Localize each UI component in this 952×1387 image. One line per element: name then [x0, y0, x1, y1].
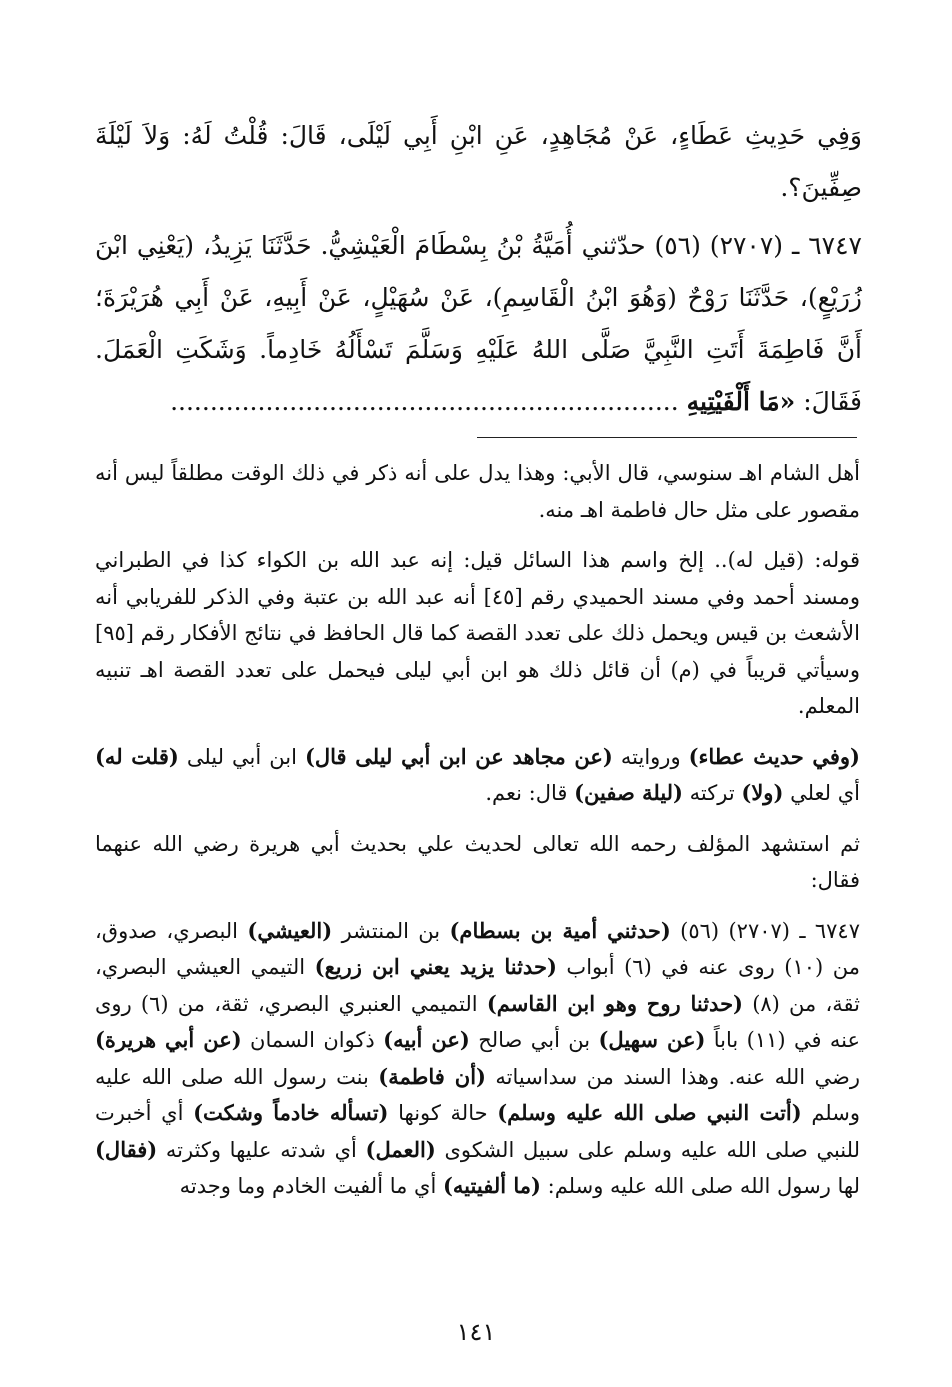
continuation-dots: ................................................................: [170, 387, 679, 416]
bold-segment: (العمل): [365, 1136, 436, 1162]
bold-segment: (تسأله خادماً وشكت): [193, 1100, 389, 1125]
bold-segment: (ليلة صفين): [574, 780, 683, 805]
bold-segment: (قلت له): [95, 743, 179, 769]
text-segment: ابن أبي ليلى: [178, 744, 305, 769]
bold-segment: (حدثني أمية بن بسطام): [449, 917, 671, 943]
text-segment: بن أبي صالح: [469, 1028, 599, 1052]
bold-segment: (وفي حديث عطاء): [688, 743, 860, 769]
commentary-paragraph-3: [95, 739, 860, 812]
text-segment: بنت رسول الله صلى الله عليه وسلم: [95, 1064, 860, 1125]
bold-segment: (ولا): [741, 780, 784, 805]
text-segment: التميمي العنبري البصري، ثقة، من (٦) روى عنه في (١١) باباً: [95, 991, 860, 1052]
hadith-main-text: ٦٧٤٧ ـ (٢٧٠٧) (٥٦) حدّثني أُمَيَّةُ بْنُ بِسْطَامَ الْعَيْشِيُّ. حَدَّثَنَا يَزِيدُ، (يَعْنِي ابْنَ زُرَيْعٍ)، حَدَّثَنَا رَوْحٌ (وَهُوَ ابْنُ الْقَاسِمِ)، عَنْ سُهَيْلٍ، عَنْ أَبِيهِ، عَنْ أَبِي هُرَيْرَةَ؛ أَنَّ فَاطِمَةَ أَتَتِ النَّبِيَّ صَلَّى اللهُ عَلَيْهِ وَسَلَّمَ تَسْأَلُهُ خَادِماً. وَشَكَتِ الْعَمَلَ. فَقَالَ:: [95, 231, 862, 416]
bold-segment: (ما ألفيتيه): [442, 1173, 541, 1198]
commentary-paragraph-5: [95, 913, 860, 1205]
footnote-divider: [477, 437, 857, 438]
bold-segment: (عن مجاهد عن ابن أبي ليلى قال): [304, 743, 613, 769]
bold-segment: (عن سهيل): [598, 1027, 706, 1052]
bold-segment: (أتت النبي صلى الله عليه وسلم): [497, 1100, 802, 1125]
commentary-paragraph-4: ثم استشهد المؤلف رحمه الله تعالى لحديث علي بحديث أبي هريرة رضي الله عنهما فقال:: [95, 831, 860, 892]
text-segment: أي أخبرت للنبي صلى الله عليه وسلم على سبيل الشكوى: [95, 1101, 860, 1162]
hadith-text-block: [95, 110, 862, 434]
bold-segment: (أن فاطمة): [378, 1063, 486, 1089]
text-segment: بن المنتشر: [332, 918, 450, 943]
bold-segment: (عن أبيه): [383, 1027, 470, 1052]
page-number: ١٤١: [456, 1318, 496, 1346]
text-segment: ذكوان السمان: [241, 1028, 384, 1052]
text-segment: أي شدته عليها وكثرته: [157, 1137, 366, 1162]
text-segment: التيمي العيشي البصري، ثقة، من (٨): [95, 955, 860, 1016]
bold-segment: (حدثنا روح وهو ابن القاسم): [486, 990, 743, 1016]
text-segment: ٦٧٤٧ ـ (٢٧٠٧) (٥٦): [670, 918, 860, 943]
text-segment: تركته: [683, 781, 742, 805]
bold-segment: (العيشي): [247, 917, 333, 943]
commentary-block: [95, 455, 860, 1205]
text-segment: رضي الله عنه. وهذا السند من سداسياته: [485, 1064, 860, 1089]
hadith-quote-start: «مَا أَلْفَيْتِيهِ: [686, 387, 796, 416]
text-segment: أي لعلي: [783, 781, 860, 805]
hadith-paragraph-ata: وَفِي حَدِيثِ عَطَاءٍ، عَنْ مُجَاهِدٍ، عَنِ ابْنِ أَبِي لَيْلَى، قَالَ: قُلْتُ لَهُ: وَلاَ لَيْلَةَ صِفِّينَ؟.: [95, 121, 862, 202]
bold-segment: (عن أبي هريرة): [95, 1027, 242, 1052]
text-segment: وروايته: [612, 744, 689, 769]
commentary-paragraph-1: أهل الشام اهـ سنوسي، قال الأبي: وهذا يدل على أنه ذكر في ذلك الوقت مطلقاً ليس أنه مقصور على مثل حال فاطمة اهـ منه.: [95, 461, 860, 522]
text-segment: حالة كونها: [388, 1101, 498, 1125]
commentary-paragraph-2: قوله: (قيل له).. إلخ واسم هذا السائل قيل: إنه عبد الله بن الكواء كذا في الطبراني ومسند أحمد وفي مسند الحميدي رقم [٤٥] أنه عبد الله بن عتبة وفي الذكر للفريابي أنه الأشعث بن قيس ويحمل ذلك على تعدد القصة كما قال الحافظ في نتائج الأفكار رقم [٩٥] وسيأتي قريباً في (م) أن قائل ذلك هو ابن أبي ليلى فيحمل على تعدد القصة اهـ تنبيه المعلم.: [95, 548, 860, 718]
bold-segment: (حدثنا يزيد يعني ابن زريع): [314, 954, 557, 979]
text-segment: قال: نعم.: [485, 781, 575, 805]
text-segment: أي ما ألفيت الخادم وما وجدته: [179, 1174, 443, 1198]
hadith-paragraph-6747: [95, 220, 862, 428]
text-segment: البصري، صدوق، من (١٠) روى عنه في (٦) أبواب: [95, 918, 860, 979]
text-segment: لها رسول الله صلى الله عليه وسلم:: [540, 1174, 860, 1198]
bold-segment: (فقال): [95, 1136, 158, 1162]
